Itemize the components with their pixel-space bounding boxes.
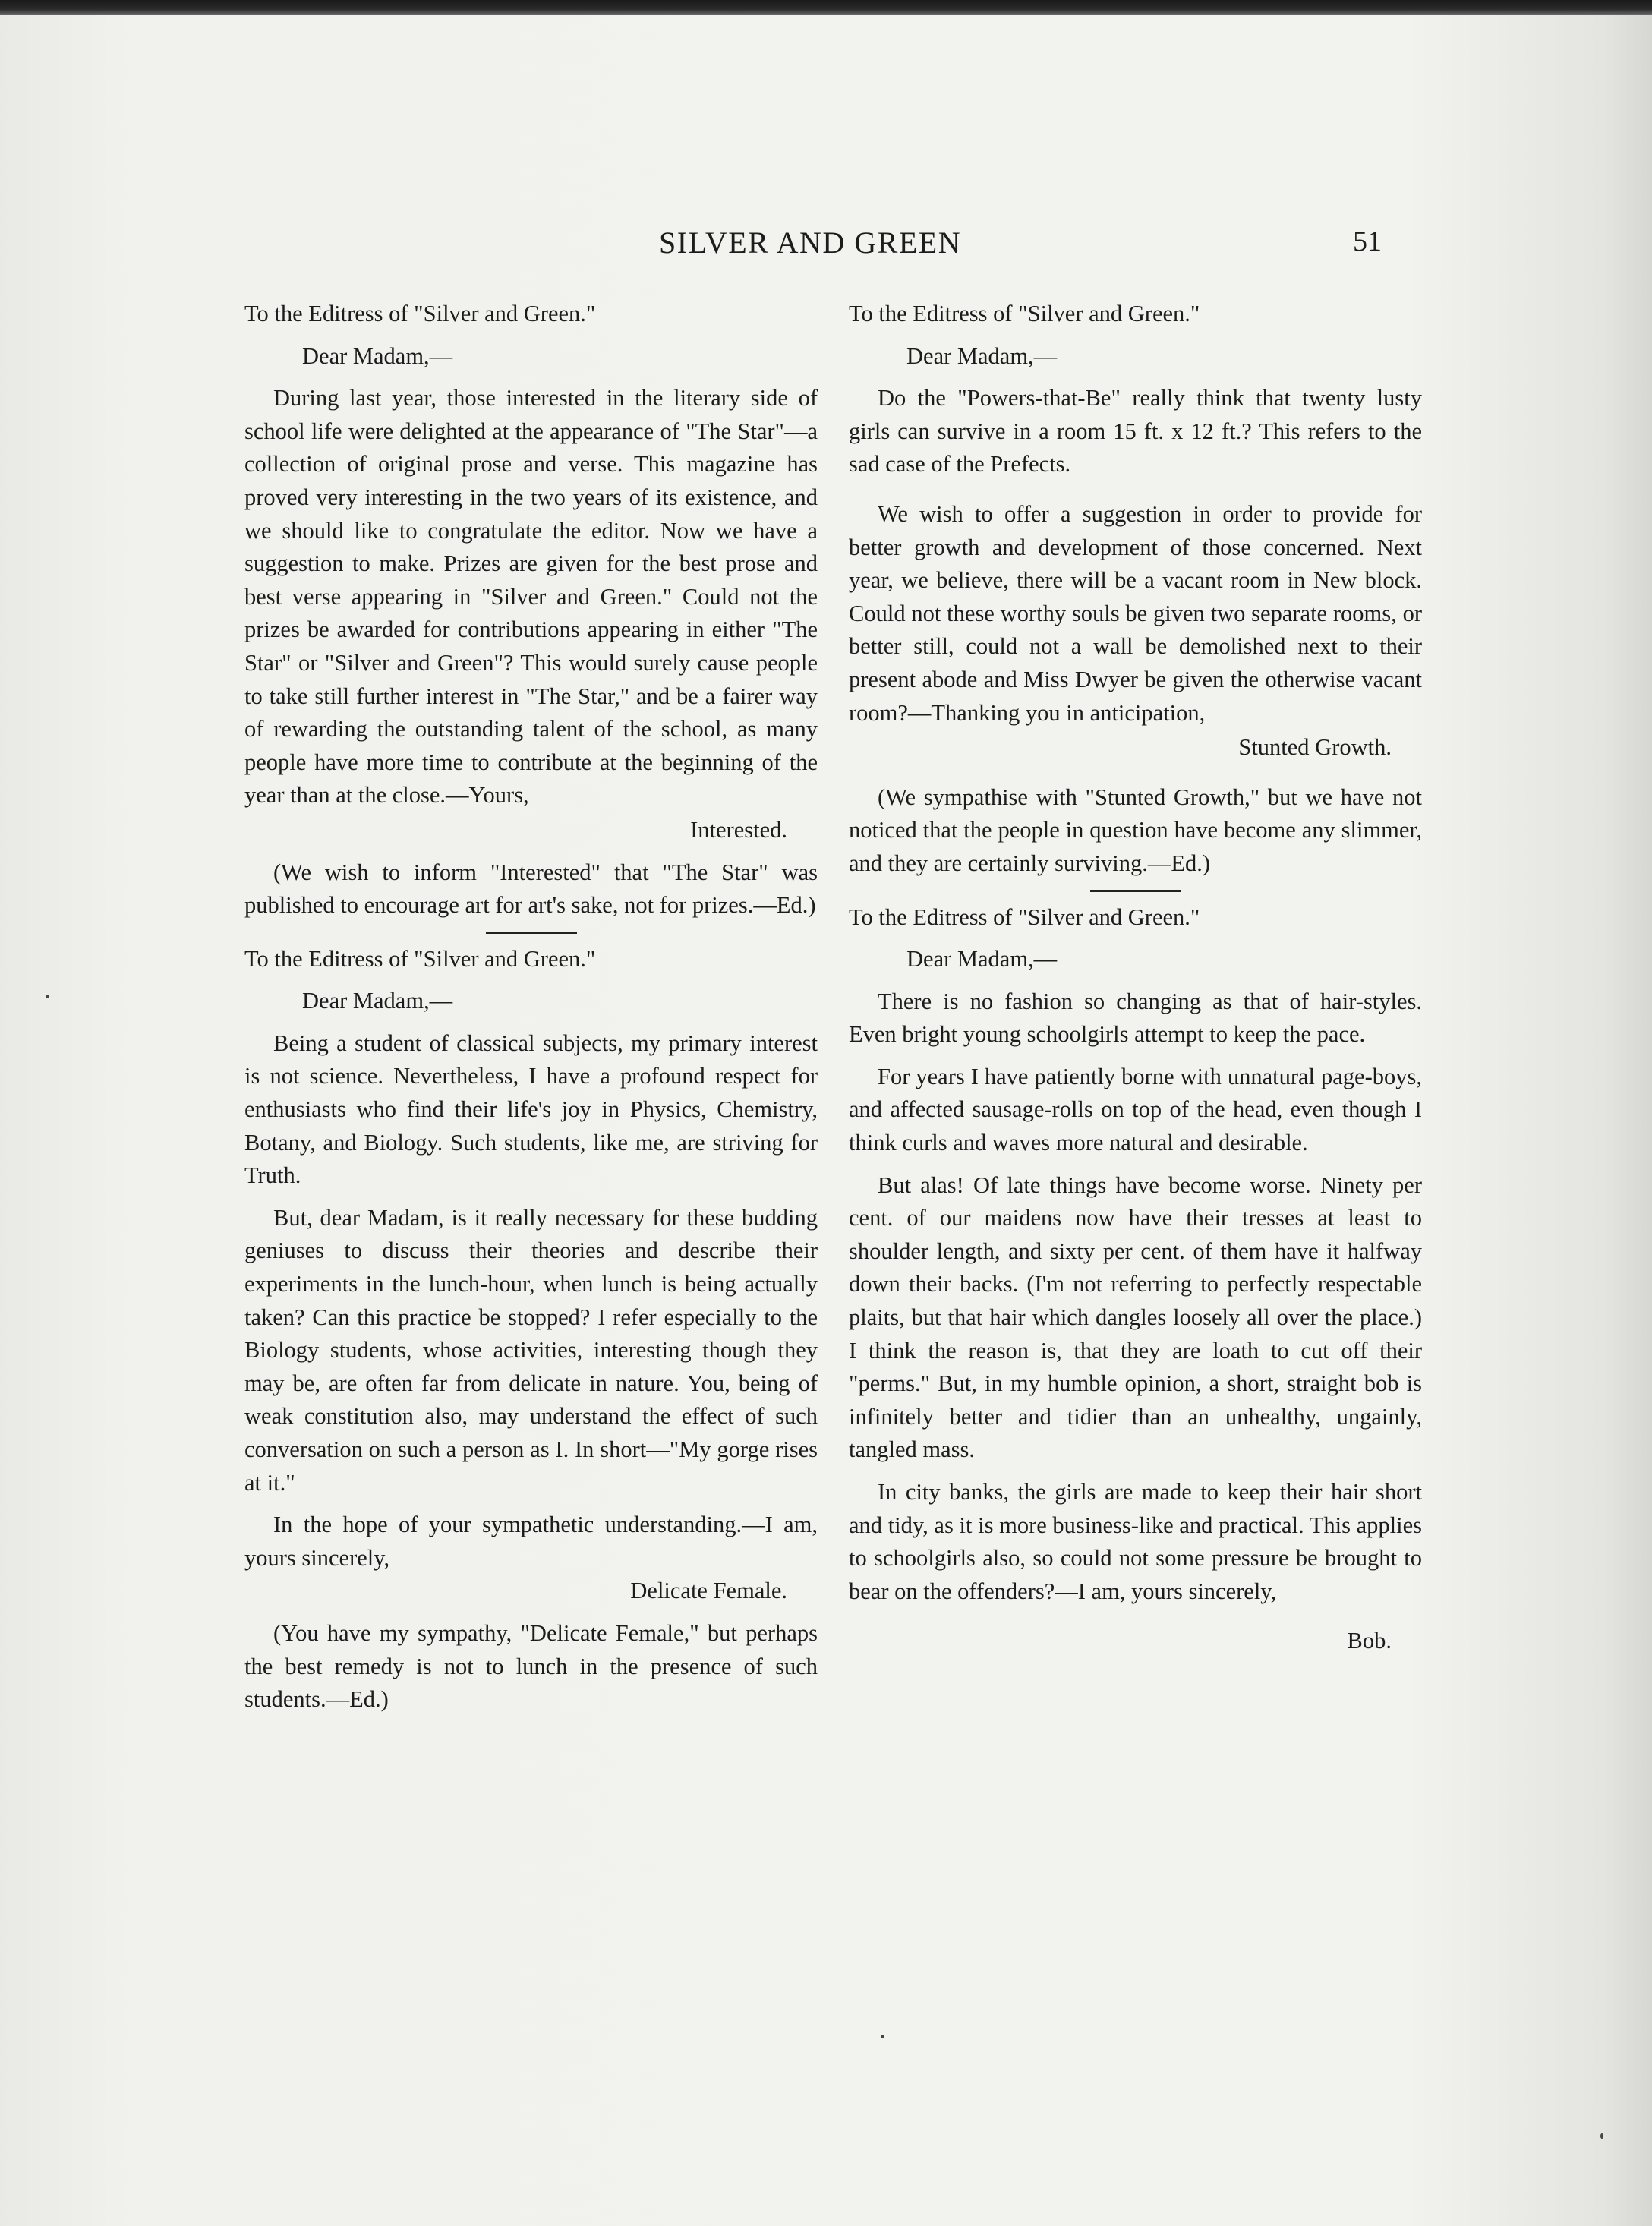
left-column: [244, 298, 818, 1717]
scan-top-edge: [0, 0, 1652, 15]
letter-signature: Delicate Female.: [630, 1578, 787, 1604]
letter-signature: Bob.: [1347, 1628, 1392, 1654]
letter-heading: To the Editress of "Silver and Green.": [244, 301, 596, 326]
letter-paragraph: Do the "Powers-that-Be" really think that twenty lusty girls can survive in a room 15 ft. x 12 ft.? This refers to the sad case of the Prefects.: [849, 385, 1422, 478]
section-divider: [1090, 890, 1181, 892]
scan-speck: [1600, 2133, 1603, 2139]
right-column: [849, 298, 1422, 1658]
section-divider: [486, 932, 577, 934]
editor-reply: (We sympathise with "Stunted Growth," but we have not noticed that the people in question have become any slimmer, and they are certainly surviving.—Ed.): [849, 784, 1422, 876]
letter-paragraph: But alas! Of late things have become worse. Ninety per cent. of our maidens now have their tresses at least to shoulder length, and sixty per cent. of them have it halfway down their backs. (I'm not referring to perfectly respectable plaits, but that hair which dangles loosely all over the place.) I think the reason is, that they are loath to cut off their "perms." But, in my humble opinion, a short, straight bob is infinitely better and tidier than an unhealthy, ungainly, tangled mass.: [849, 1171, 1422, 1463]
letter-salutation: Dear Madam,—: [906, 946, 1058, 973]
scan-speck: [881, 2035, 884, 2038]
letter-paragraph: In city banks, the girls are made to keep their hair short and tidy, as it is more business-like and practical. This applies to schoolgirls also, so could not some pressure be brought to bear on the offenders?—I am, yours sincerely,: [849, 1479, 1422, 1604]
letter-salutation: Dear Madam,—: [906, 342, 1058, 369]
letter-heading: To the Editress of "Silver and Green.": [244, 945, 596, 972]
editor-reply: (We wish to inform "Interested" that "The Star" was published to encourage art for art's sake, not for prizes.—Ed.): [244, 859, 818, 919]
page-number: 51: [1353, 225, 1382, 257]
scan-speck: [46, 995, 49, 998]
letter-salutation: Dear Madam,—: [302, 342, 453, 369]
letter-paragraph: There is no fashion so changing as that of hair-styles. Even bright young schoolgirls attempt to keep the pace.: [849, 988, 1422, 1048]
letter-paragraph: Being a student of classical subjects, my primary interest is not science. Nevertheless, I have a profound respect for enthusiasts who find their life's joy in Physics, Chemistry, Botany, and Biology. Such students, like me, are striving for Truth.: [244, 1029, 818, 1189]
letter-paragraph: In the hope of your sympathetic understanding.—I am, yours sincerely,: [244, 1512, 818, 1571]
letter-heading: To the Editress of "Silver and Green.": [849, 903, 1200, 930]
letter-paragraph: But, dear Madam, is it really necessary for these budding geniuses to discuss their theories and describe their experiments in the lunch-hour, when lunch is being actually taken? Can this practice be stopped? I refer especially to the Biology students, whose activities, interesting though they may be, are often far from delicate in nature. You, being of weak constitution also, may understand the effect of such conversation on such a person as I. In short—"My gorge rises at it.": [244, 1204, 818, 1496]
letter-signature: Interested.: [690, 816, 787, 843]
letter-paragraph: For years I have patiently borne with unnatural page-boys, and affected sausage-rolls on top of the head, even though I think curls and waves more natural and desirable.: [849, 1063, 1422, 1156]
letter-signature: Stunted Growth.: [1238, 734, 1392, 761]
editor-reply: (You have my sympathy, "Delicate Female," but perhaps the best remedy is not to lunch in the presence of such students.—Ed.): [244, 1619, 818, 1713]
letter-paragraph: We wish to offer a suggestion in order to provide for better growth and development of those concerned. Next year, we believe, there will be a vacant room in New block. Could not these worthy souls be given two separate rooms, or better still, could not a wall be demolished next to their present abode and Miss Dwyer be given the otherwise vacant room?—Thanking you in anticipation,: [849, 500, 1422, 726]
letter-heading: To the Editress of "Silver and Green.": [849, 301, 1200, 326]
letter-body: During last year, those interested in the literary side of school life were delighted at the appearance of "The Star"—a collection of original prose and verse. This magazine has proved very interesting in the two years of its existence, and we should like to congratulate the editor. Now we have a suggestion to make. Prizes are given for the best prose and best verse appearing in "Silver and Green." Could not the prizes be awarded for contributions appearing in either "The Star" or "Silver and Green"? This would surely cause people to take still further interest in "The Star," and be a fairer way of rewarding the outstanding talent of the school, as many people have more time to contribute at the beginning of the year than at the close.—Yours,: [244, 385, 818, 809]
running-head: SILVER AND GREEN: [659, 225, 962, 260]
letter-salutation: Dear Madam,—: [302, 988, 453, 1014]
